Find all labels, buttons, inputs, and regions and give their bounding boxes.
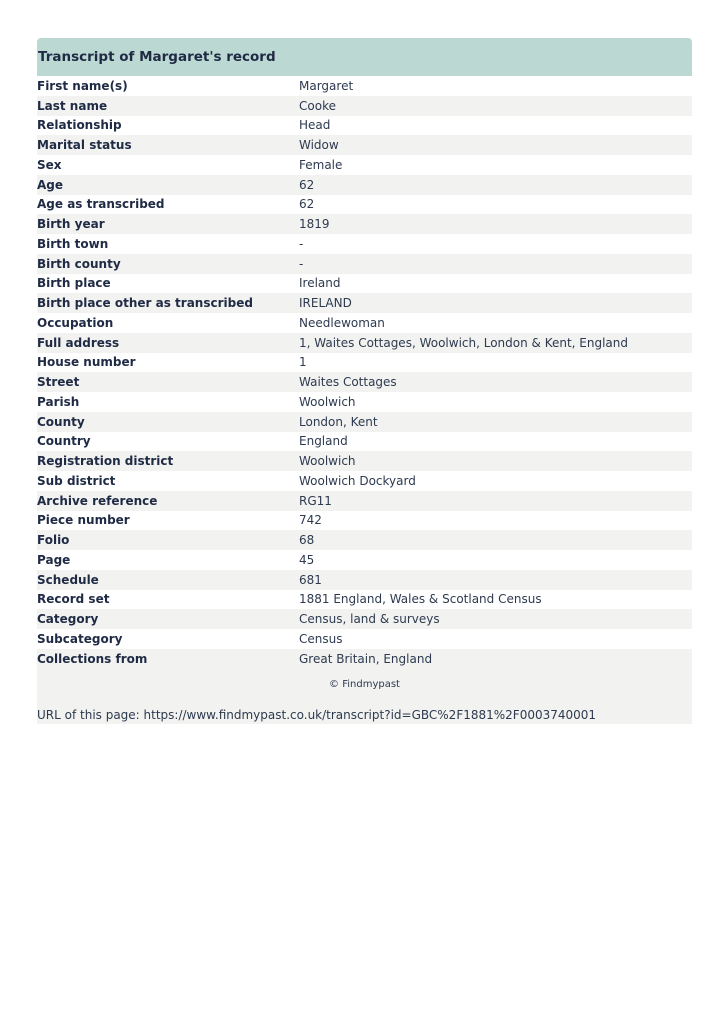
field-label: Birth county — [37, 256, 121, 271]
field-value: 62 — [299, 197, 315, 212]
field-value: RG11 — [299, 493, 332, 508]
field-label: Record set — [37, 592, 110, 607]
field-row — [37, 590, 692, 610]
field-label: Parish — [37, 394, 80, 409]
field-value: Ireland — [299, 276, 341, 291]
field-row — [37, 293, 692, 313]
field-row — [37, 649, 692, 669]
field-row — [37, 135, 692, 155]
field-value: Margaret — [299, 78, 354, 93]
field-label: Page — [37, 552, 71, 567]
record-fields — [37, 76, 692, 669]
field-row — [37, 116, 692, 136]
record-footer — [37, 669, 692, 724]
field-value: 681 — [299, 572, 322, 587]
field-label: Sub district — [37, 473, 116, 488]
field-row — [37, 214, 692, 234]
field-row — [37, 274, 692, 294]
field-label: Sex — [37, 157, 62, 172]
field-value: Cooke — [299, 98, 336, 113]
field-value: London, Kent — [299, 414, 378, 429]
field-value: England — [299, 434, 348, 449]
field-value: 1 — [299, 355, 307, 370]
record-transcript — [37, 38, 692, 724]
field-value: Waites Cottages — [299, 375, 397, 390]
field-label: Birth town — [37, 236, 109, 251]
field-value: Woolwich — [299, 394, 356, 409]
field-value: Census, land & surveys — [299, 612, 440, 627]
field-row — [37, 609, 692, 629]
field-label: Birth year — [37, 217, 105, 232]
field-value: 1, Waites Cottages, Woolwich, London & Kent, England — [299, 335, 629, 350]
field-row — [37, 451, 692, 471]
field-label: Piece number — [37, 513, 130, 528]
field-label: Street — [37, 375, 80, 390]
field-value: Widow — [299, 138, 339, 153]
field-label: Birth place other as transcribed — [37, 296, 253, 311]
field-label: Category — [37, 612, 99, 627]
field-label: First name(s) — [37, 78, 128, 93]
field-value: Woolwich Dockyard — [299, 473, 416, 488]
field-row — [37, 511, 692, 531]
field-row — [37, 195, 692, 215]
field-value: 62 — [299, 177, 315, 192]
field-value: 68 — [299, 533, 315, 548]
field-value: Woolwich — [299, 454, 356, 469]
field-value: 1819 — [299, 217, 330, 232]
field-label: House number — [37, 355, 136, 370]
field-row — [37, 432, 692, 452]
field-row — [37, 234, 692, 254]
field-label: Archive reference — [37, 493, 158, 508]
field-row — [37, 76, 692, 96]
field-label: Full address — [37, 335, 120, 350]
page-url-text: URL of this page: https://www.findmypast.co.uk/transcript?id=GBC%2F1881%2F0003740001 — [37, 707, 597, 722]
field-value: Census — [299, 631, 343, 646]
field-label: Age — [37, 177, 64, 192]
field-label: Schedule — [37, 572, 99, 587]
field-row — [37, 155, 692, 175]
field-label: County — [37, 414, 85, 429]
field-row — [37, 471, 692, 491]
field-label: Registration district — [37, 454, 174, 469]
field-label: Age as transcribed — [37, 197, 165, 212]
field-value: Needlewoman — [299, 315, 385, 330]
field-value: Great Britain, England — [299, 651, 433, 666]
field-row — [37, 254, 692, 274]
field-label: Last name — [37, 98, 108, 113]
field-row — [37, 372, 692, 392]
field-row — [37, 96, 692, 116]
field-label: Folio — [37, 533, 70, 548]
field-label: Collections from — [37, 651, 148, 666]
copyright-text: © Findmypast — [329, 678, 400, 690]
field-row — [37, 175, 692, 195]
field-value: 45 — [299, 552, 315, 567]
field-row — [37, 570, 692, 590]
field-value: - — [299, 236, 304, 251]
field-label: Marital status — [37, 138, 132, 153]
field-label: Occupation — [37, 315, 114, 330]
field-row — [37, 392, 692, 412]
field-value: Female — [299, 157, 343, 172]
field-value: Head — [299, 118, 331, 133]
field-label: Birth place — [37, 276, 111, 291]
field-row — [37, 629, 692, 649]
field-row — [37, 550, 692, 570]
field-label: Subcategory — [37, 631, 123, 646]
field-value: 742 — [299, 513, 322, 528]
field-value: - — [299, 256, 304, 271]
field-value: IRELAND — [299, 296, 352, 311]
field-row — [37, 313, 692, 333]
field-label: Relationship — [37, 118, 122, 133]
record-header — [37, 38, 692, 76]
field-value: 1881 England, Wales & Scotland Census — [299, 592, 542, 607]
field-row — [37, 530, 692, 550]
field-row — [37, 491, 692, 511]
record-title: Transcript of Margaret's record — [38, 49, 276, 65]
field-row — [37, 333, 692, 353]
field-row — [37, 412, 692, 432]
field-row — [37, 353, 692, 373]
field-label: Country — [37, 434, 91, 449]
